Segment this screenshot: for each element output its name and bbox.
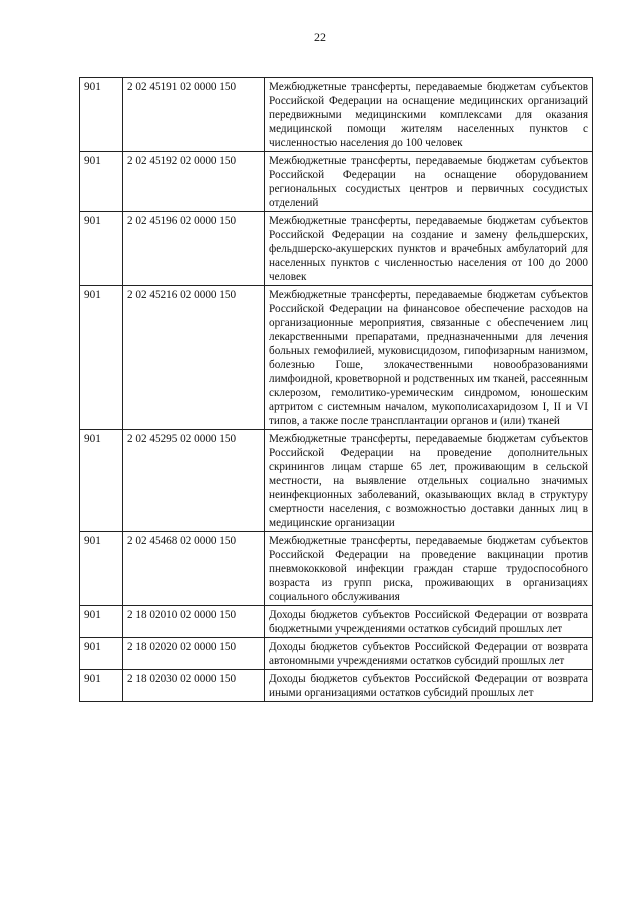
budget-code-cell: 2 02 45216 02 0000 150 [123,286,265,430]
table-row [80,212,593,286]
description-cell: Межбюджетные трансферты, передаваемые бюджетам субъектов Российской Федерации на финансовое обеспечение расходов на организационные мероприятия, связанные с обеспечением лиц лекарственными препаратами, предназначенными для лечения больных гемофилией, муковисцидозом, гипофизарным нанизмом, болезнью Гоше, злокачественными новообразованиями лимфоидной, кроветворной и родственных им тканей, рассеянным склерозом, гемолитико-уремическим синдромом, юношеским артритом с системным началом, мукополисахаридозом I, II и VI типов, а также после трансплантации органов и (или) тканей [265,286,593,430]
table-row [80,152,593,212]
admin-code-cell: 901 [80,78,123,152]
budget-code-cell: 2 02 45295 02 0000 150 [123,430,265,532]
admin-code-cell: 901 [80,606,123,638]
description-cell: Доходы бюджетов субъектов Российской Федерации от возврата автономными учреждениями остатков субсидий прошлых лет [265,638,593,670]
admin-code-cell: 901 [80,152,123,212]
budget-code-cell: 2 18 02030 02 0000 150 [123,670,265,702]
table-row [80,430,593,532]
admin-code-cell: 901 [80,430,123,532]
admin-code-cell: 901 [80,532,123,606]
budget-code-cell: 2 02 45191 02 0000 150 [123,78,265,152]
admin-code-cell: 901 [80,286,123,430]
admin-code-cell: 901 [80,212,123,286]
table-row [80,638,593,670]
table-row [80,670,593,702]
description-cell: Межбюджетные трансферты, передаваемые бюджетам субъектов Российской Федерации на оснащение медицинских организаций передвижными медицинскими комплексами для оказания медицинской помощи жителям населенных пунктов с численностью населения до 100 человек [265,78,593,152]
table-row [80,78,593,152]
budget-classification-table [79,77,593,702]
page-number: 22 [314,30,326,44]
budget-code-cell: 2 18 02020 02 0000 150 [123,638,265,670]
table-row [80,532,593,606]
admin-code-cell: 901 [80,638,123,670]
description-cell: Межбюджетные трансферты, передаваемые бюджетам субъектов Российской Федерации на оснащение оборудованием региональных сосудистых центров и первичных сосудистых отделений [265,152,593,212]
admin-code-cell: 901 [80,670,123,702]
description-cell: Межбюджетные трансферты, передаваемые бюджетам субъектов Российской Федерации на создание и замену фельдшерских, фельдшерско-акушерских пунктов и врачебных амбулаторий для населенных пунктов с численностью населения от 100 до 2000 человек [265,212,593,286]
budget-code-cell: 2 02 45196 02 0000 150 [123,212,265,286]
budget-code-cell: 2 18 02010 02 0000 150 [123,606,265,638]
budget-code-cell: 2 02 45468 02 0000 150 [123,532,265,606]
budget-code-cell: 2 02 45192 02 0000 150 [123,152,265,212]
description-cell: Доходы бюджетов субъектов Российской Федерации от возврата иными организациями остатков субсидий прошлых лет [265,670,593,702]
description-cell: Доходы бюджетов субъектов Российской Федерации от возврата бюджетными учреждениями остатков субсидий прошлых лет [265,606,593,638]
description-cell: Межбюджетные трансферты, передаваемые бюджетам субъектов Российской Федерации на проведение дополнительных скринингов лицам старше 65 лет, проживающим в сельской местности, на выявление отдельных социально значимых неинфекционных заболеваний, оказывающих вклад в структуру смертности населения, с возможностью доставки данных лиц в медицинские организации [265,430,593,532]
table-row [80,286,593,430]
table-row [80,606,593,638]
description-cell: Межбюджетные трансферты, передаваемые бюджетам субъектов Российской Федерации на проведение вакцинации против пневмококковой инфекции граждан старше трудоспособного возраста из групп риска, проживающих в организациях социального обслуживания [265,532,593,606]
